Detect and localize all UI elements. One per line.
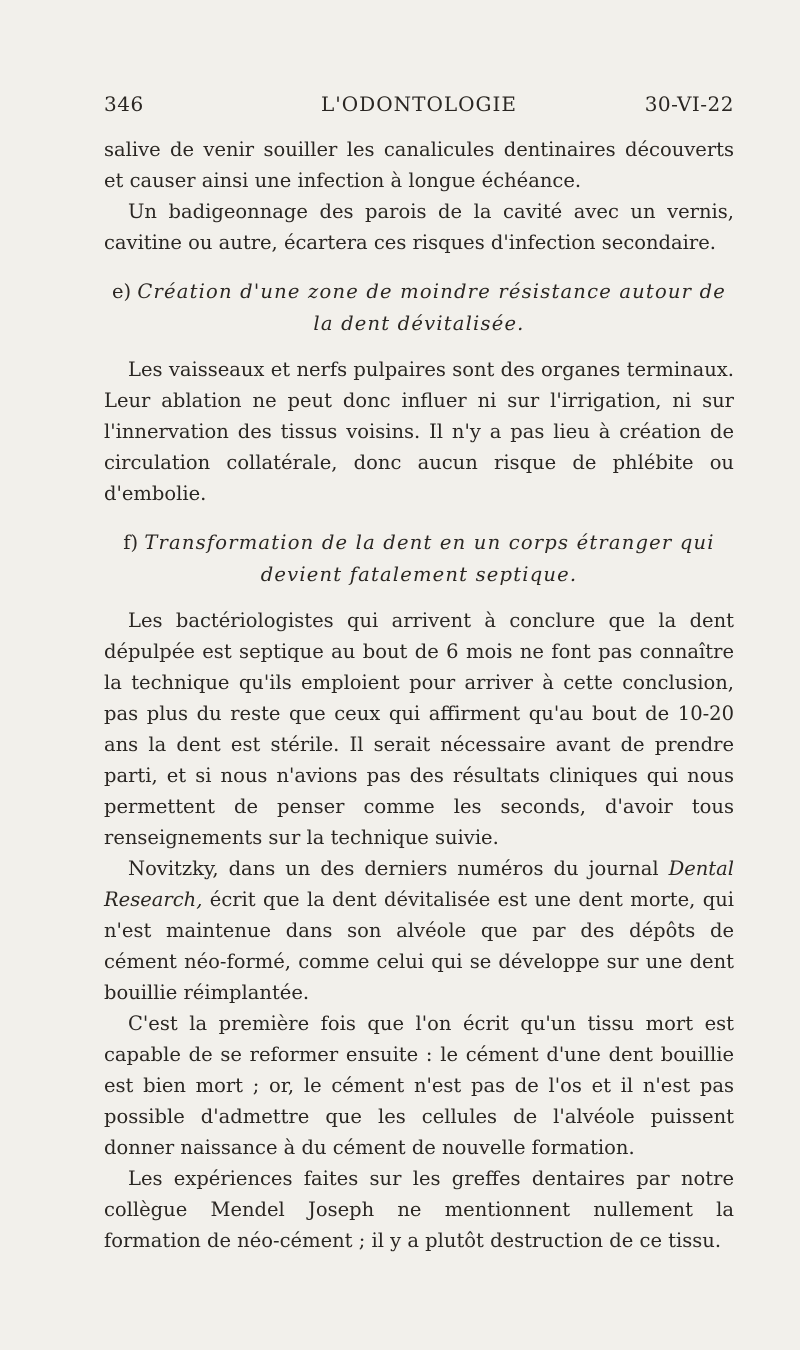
novitzky-text-end: écrit que la dent dévitalisée est une dent morte, qui n'est maintenue dans son alvéole que par des dépôts de cément néo-formé, comme celui qui se développe sur une dent bouillie réimplantée. — [104, 888, 734, 1004]
body-text — [104, 134, 734, 1256]
journal-title: L'ODONTOLOGIE — [321, 92, 517, 116]
paragraph-vaisseaux: Les vaisseaux et nerfs pulpaires sont des organes terminaux. Leur ablation ne peut donc influer ni sur l'irrigation, ni sur l'innervation des tissus voisins. Il n'y a pas lieu à création de circulation collatérale, donc aucun risque de phlébite ou d'embolie. — [104, 358, 734, 505]
section-title-e: Création d'une zone de moindre résistance autour de la dent dévitalisée. — [137, 280, 726, 335]
section-label-f: f) — [123, 531, 139, 554]
paragraph-novitzky — [104, 853, 734, 1008]
section-title-f: Transformation de la dent en un corps étranger qui devient fatalement septique. — [144, 531, 715, 586]
paragraph-continued: salive de venir souiller les canalicules dentinaires découverts et causer ainsi une infection à longue échéance. — [104, 138, 734, 192]
paragraph-premiere-fois: C'est la première fois que l'on écrit qu'un tissu mort est capable de se reformer ensuite : le cément d'une dent bouillie est bien mort ; or, le cément n'est pas de l'os et il n'est pas possible d'admettre que les cellules de l'alvéole puissent donner naissance à du cément de nouvelle formation. — [104, 1012, 734, 1159]
journal-name-dental-research: Dental Research, — [104, 857, 734, 911]
paragraph-bacteriologistes: Les bactériologistes qui arrivent à conclure que la dent dépulpée est septique au bout de 6 mois ne font pas connaître la technique qu'ils emploient pour arriver à cette conclusion, pas plus du reste que ceux qui affirment qu'au bout de 10-20 ans la dent est stérile. Il serait nécessaire avant de prendre parti, et si nous n'avions pas des résultats cliniques qui nous permettent de penser comme les seconds, d'avoir tous renseignements sur la technique suivie. — [104, 609, 734, 849]
page-number: 346 — [104, 92, 144, 116]
section-heading-f — [104, 527, 734, 591]
section-heading-e — [104, 276, 734, 340]
paragraph-experiences: Les expériences faites sur les greffes dentaires par notre collègue Mendel Joseph ne mentionnent nullement la formation de néo-cément ; il y a plutôt destruction de ce tissu. — [104, 1167, 734, 1252]
running-header — [104, 92, 734, 122]
paragraph-badigeonnage: Un badigeonnage des parois de la cavité avec un vernis, cavitine ou autre, écartera ces risques d'infection secondaire. — [104, 200, 734, 254]
issue-date: 30-VI-22 — [644, 92, 734, 116]
section-label-e: e) — [112, 280, 132, 303]
novitzky-text-start: Novitzky, dans un des derniers numéros du journal — [128, 857, 669, 880]
